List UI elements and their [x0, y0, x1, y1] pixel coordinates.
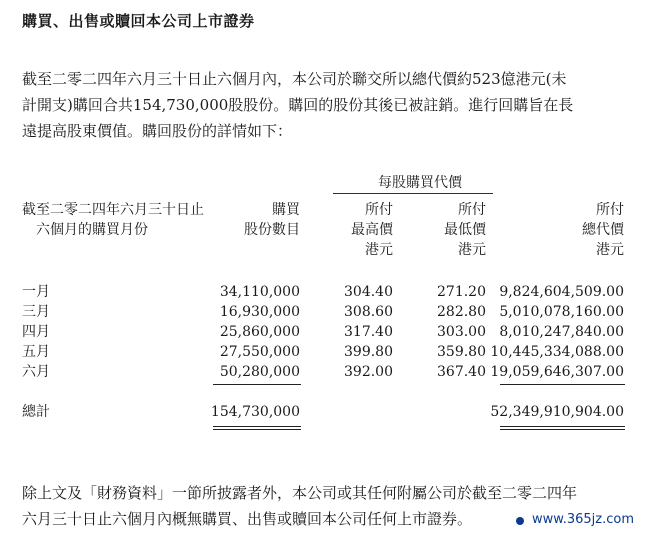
col-header-total-2: 總代價 — [582, 222, 624, 238]
col-header-shares-1: 購買 — [272, 202, 300, 218]
col-header-shares-2: 股份數目 — [244, 222, 300, 238]
watermark-dot-icon — [516, 517, 524, 525]
row-low: 271.20 — [437, 284, 486, 300]
row-total: 8,010,247,840.00 — [499, 324, 624, 340]
row-high: 304.40 — [344, 284, 393, 300]
row-low: 303.00 — [437, 324, 486, 340]
col-header-month-1: 截至二零二四年六月三十日止 — [22, 202, 204, 218]
col-header-total-1: 所付 — [596, 202, 624, 218]
row-month: 六月 — [22, 364, 50, 380]
row-low: 282.80 — [437, 304, 486, 320]
row-low: 359.80 — [437, 344, 486, 360]
col-header-high-2: 最高價 — [351, 222, 393, 238]
closing-line: 除上文及「財務資料」一節所披露者外，本公司或其任何附屬公司於截至二零二四年 — [22, 484, 578, 502]
closing-line: 六月三十日止六個月內概無購買、出售或贖回本公司任何上市證券。 — [22, 510, 473, 528]
intro-paragraph — [22, 66, 632, 144]
subtotal-rule-total — [500, 384, 625, 385]
row-total: 9,824,604,509.00 — [499, 284, 624, 300]
total-shares: 154,730,000 — [210, 404, 300, 420]
group-header: 每股購買代價 — [378, 175, 462, 191]
row-high: 317.40 — [344, 324, 393, 340]
row-total: 19,059,646,307.00 — [490, 364, 624, 380]
col-header-high-3: 港元 — [365, 242, 393, 258]
col-header-high-1: 所付 — [365, 202, 393, 218]
col-header-low-1: 所付 — [458, 202, 486, 218]
row-shares: 16,930,000 — [219, 304, 300, 320]
row-shares: 25,860,000 — [219, 324, 300, 340]
group-header-underline — [333, 193, 493, 194]
intro-line: 計開支)購回合共154,730,000股股份。購回的股份其後已被註銷。進行回購旨在長 — [22, 96, 574, 114]
row-high: 399.80 — [344, 344, 393, 360]
site-watermark — [510, 510, 640, 529]
col-header-total-3: 港元 — [596, 242, 624, 258]
col-header-month-2: 六個月的購買月份 — [36, 222, 148, 238]
row-shares: 34,110,000 — [219, 284, 300, 300]
row-high: 392.00 — [344, 364, 393, 380]
row-total: 5,010,078,160.00 — [499, 304, 624, 320]
total-consideration: 52,349,910,904.00 — [490, 404, 624, 420]
row-month: 一月 — [22, 284, 50, 300]
row-total: 10,445,334,088.00 — [490, 344, 624, 360]
row-low: 367.40 — [437, 364, 486, 380]
watermark-text: www.365jz.com — [532, 512, 634, 527]
row-high: 308.60 — [344, 304, 393, 320]
subtotal-rule-shares — [213, 384, 301, 385]
row-shares: 50,280,000 — [219, 364, 300, 380]
total-double-rule-total — [500, 426, 625, 430]
intro-line: 遠提高股東價值。購回股份的詳情如下： — [22, 122, 293, 140]
row-month: 三月 — [22, 304, 50, 320]
total-label: 總計 — [22, 404, 50, 420]
col-header-low-2: 最低價 — [444, 222, 486, 238]
row-month: 四月 — [22, 324, 50, 340]
intro-line: 截至二零二四年六月三十日止六個月內，本公司於聯交所以總代價約523億港元(未 — [22, 70, 567, 88]
row-month: 五月 — [22, 344, 50, 360]
row-shares: 27,550,000 — [219, 344, 300, 360]
col-header-low-3: 港元 — [458, 242, 486, 258]
total-double-rule-shares — [213, 426, 301, 430]
section-heading: 購買、出售或贖回本公司上市證券 — [22, 12, 255, 30]
